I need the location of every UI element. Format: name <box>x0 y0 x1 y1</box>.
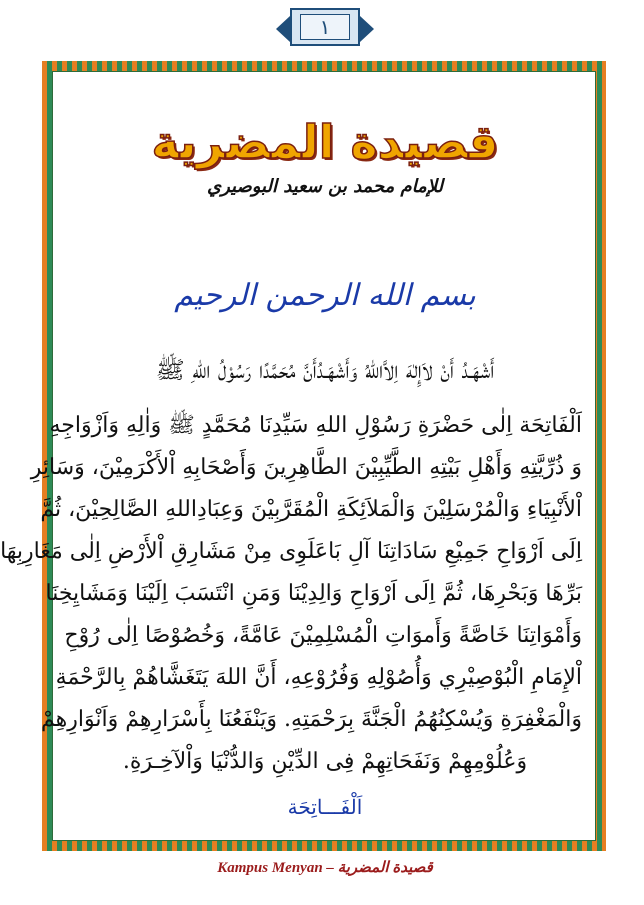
body-line: اَلْفَاتِحَة اِلٰى حَضْرَةِ رَسُوْلِ اللهِ سَيِّدِنَا مُحَمَّدٍ ﷺ وَاٰلِهِ وَاَزْوَاجِهِ <box>49 413 582 438</box>
tab-right-arrow-icon <box>360 16 374 42</box>
body-line: بَرِّهَا وَبَحْرِهَا، ثُمَّ اِلَى اَرْوَاحِ وَالِدِيْنَا وَمَنِ انْتَسَبَ اِلَيْنَا وَمَشَايِخِنَا <box>45 581 582 606</box>
basmala-calligraphy: بسم الله الرحمن الرحيم <box>174 278 476 313</box>
body-line: اِلَى اَرْوَاحِ جَمِيْعِ سَادَاتِنَا آلِ بَاعَلَوِى مِنْ مَشَارِقِ اْلأَرْضِ اِلٰى مَغَارِبِهَا <box>0 539 582 564</box>
author-line: للإمام محمد بن سعيد البوصيري <box>207 176 443 197</box>
page-number: ١ <box>300 14 350 40</box>
body-line: وَالْمَغْفِرَةِ وَيُسْكِنُهُمُ الْجَنَّةَ بِرَحْمَتِهِ. وَيَنْفَعُنَا بِأَسْرَارِهِمْ وَاَنْوَارِهِمْ <box>41 707 582 732</box>
body-line: اْلإِمَامِ الْبُوْصِيْرِي وَأُصُوْلِهِ وَفُرُوْعِهِ، أَنَّ اللهَ يَتَغَشَّاهُمْ بِالرَّحْمَةِ <box>55 665 582 690</box>
body-line: وَ ذُرِّيَّتِهِ وَأَهْلِ بَيْتِهِ الطَّيِّبِيْنَ الطَّاهِرِينَ وَأَصْحَابِهِ اْلأَكْرَمِيْنَ، وَسَائِرِ <box>30 455 582 480</box>
body-line: وَعُلُوْمِهِمْ وَنَفَحَاتِهِمْ فِى الدِّيْنِ وَالدُّنْيَا وَاْلآخِـرَةِ. <box>122 749 528 774</box>
shahada-line: أَشْهَـدُ أَنْ لاَإِلٰهَ اِلاَّاللهُ وَأَشْهَـدُأَنَّ مُحَمَّدًا رَسُوْلُ اللهِ ﷺ <box>155 356 495 384</box>
page-number-tab <box>290 8 360 46</box>
fatiha-dedication-text <box>0 405 582 783</box>
body-line: وَأَمْوَاتِنَا خَاصَّةً وَأَموَاتِ الْمُسْلِمِيْنَ عَامَّةً، وَخُصُوْصًا اِلٰى رُوْحِ <box>64 623 582 648</box>
tab-left-arrow-icon <box>276 16 290 42</box>
document-title: قصيدة المضرية <box>151 115 499 169</box>
page-footer: Kampus Menyan – قصيدة المضرية <box>217 860 433 876</box>
body-line: اْلأَنْبِيَاءِ وَالْمُرْسَلِيْنَ وَالْمَلاَئِكَةِ الْمُقَرَّبِيْنَ وَعِبَادِاللهِ الصَّالِحِيْنَ، ثُمَّ <box>40 497 582 522</box>
closing-fatiha: اَلْفَـــاتِحَة <box>287 795 363 819</box>
